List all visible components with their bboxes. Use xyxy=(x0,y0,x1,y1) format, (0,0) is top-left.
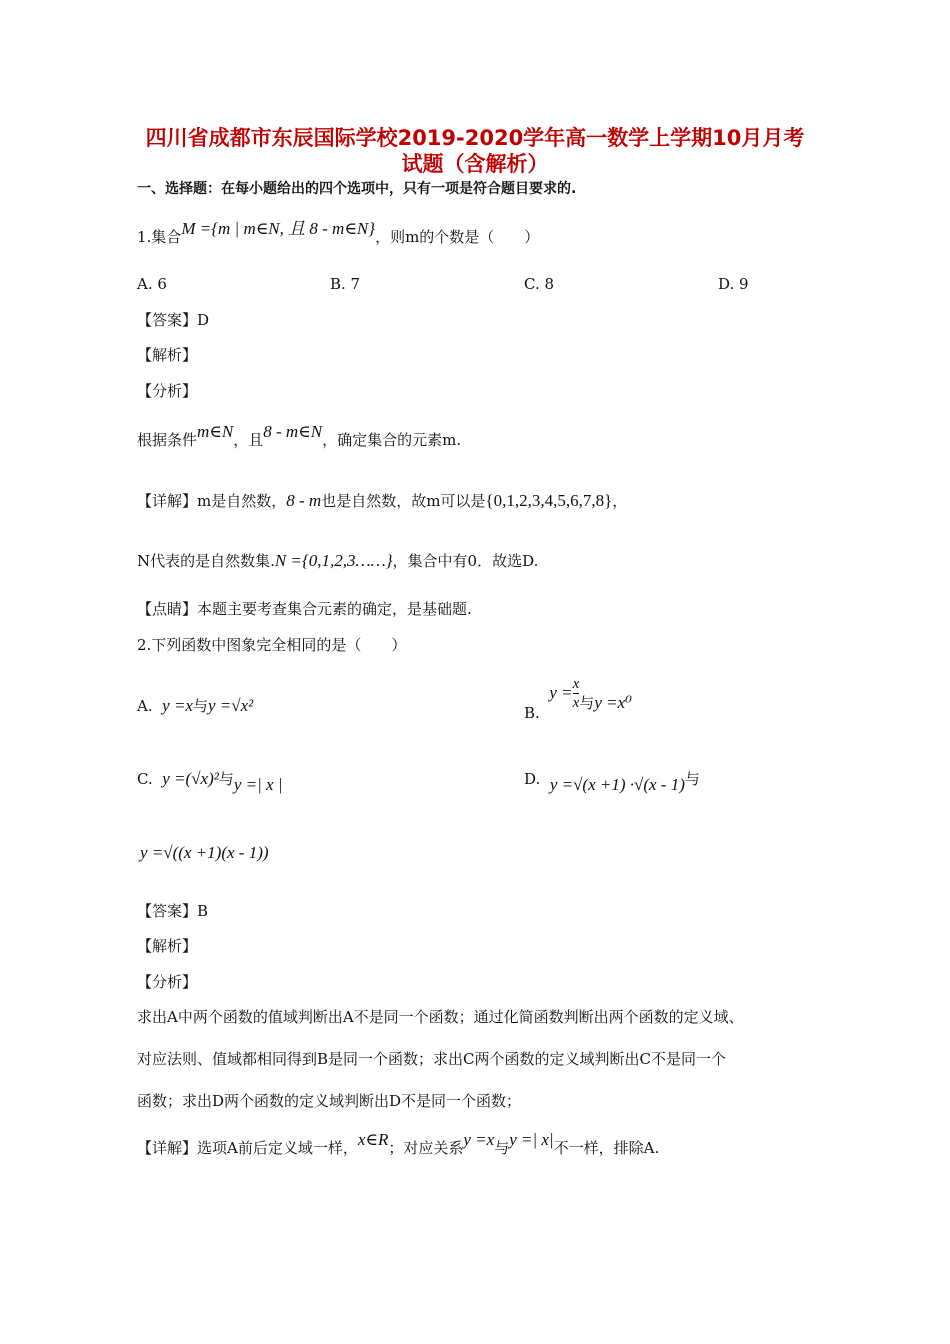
q1-option-c: C. 8 xyxy=(524,275,555,293)
q2-option-c-label: C. xyxy=(137,770,153,788)
q2-option-b-y: y = xyxy=(549,682,573,702)
q1-option-d: D. 9 xyxy=(718,275,749,293)
q2-option-d-expr1: y =√(x +1) ·√(x - 1) xyxy=(549,775,685,794)
q2-detail-and: 与 xyxy=(494,1139,510,1157)
q1-detail-set: {0,1,2,3,4,5,6,7,8} xyxy=(485,491,613,510)
q1-cond1: m∈N xyxy=(197,422,234,441)
q1-analysis-post: ，确定集合的元素m. xyxy=(322,431,462,449)
q2-option-c-and: 与 xyxy=(218,770,234,788)
q2-fenxi-line-2: 对应法则、值域都相同得到B是同一个函数；求出C两个函数的定义域判断出C不是同一个 xyxy=(137,1050,726,1068)
q2-option-b-and: 与 xyxy=(579,693,595,712)
q1-cond2: 8 - m∈N xyxy=(263,422,323,441)
q2-option-d-label: D. xyxy=(524,770,541,788)
q1-analysis-label: 【解析】 xyxy=(137,346,198,364)
q1-fenxi-label: 【分析】 xyxy=(137,382,198,400)
q2-detail-end: 不一样，排除A. xyxy=(553,1139,660,1157)
q2-fenxi-line-1: 求出A中两个函数的值域判断出A不是同一个函数；通过化简函数判断出两个函数的定义域、 xyxy=(137,1008,744,1026)
q2-option-b-label: B. xyxy=(524,703,540,722)
q1-detail-end: ， xyxy=(612,492,628,510)
q2-option-d-second xyxy=(140,842,269,864)
q2-option-d-and: 与 xyxy=(684,770,700,788)
q2-detail-expr3: y =| x| xyxy=(509,1130,554,1149)
q1-suffix: ，则m的个数是（ ） xyxy=(375,228,540,246)
q2-option-c xyxy=(137,768,283,794)
q1-analysis-pre: 根据条件 xyxy=(137,431,198,449)
q1-n-suffix: ，集合中有0．故选D. xyxy=(392,552,539,570)
q2-answer: 【答案】B xyxy=(137,902,209,920)
q2-option-a-expr2: y =√x² xyxy=(207,696,254,715)
q2-fenxi-label: 【分析】 xyxy=(137,973,198,991)
q2-option-a-expr1: y =x xyxy=(162,696,193,715)
q2-detail-prefix: 【详解】选项A前后定义域一样， xyxy=(137,1139,358,1157)
q1-stem xyxy=(137,219,540,248)
q2-detail-text xyxy=(137,1130,660,1159)
q2-detail-mid: ；对应关系 xyxy=(388,1139,464,1157)
q2-stem: 2.下列函数中图象完全相同的是（ ） xyxy=(137,636,407,654)
q1-comment: 【点睛】本题主要考查集合元素的确定，是基础题. xyxy=(137,600,472,618)
q2-option-a-label: A. xyxy=(137,697,153,715)
section-heading: 一、选择题：在每小题给出的四个选项中，只有一项是符合题目要求的. xyxy=(137,181,577,197)
q2-option-b-denominator: x xyxy=(572,695,580,711)
q2-detail-expr1: x∈R xyxy=(357,1130,389,1149)
q1-analysis-mid: ，且 xyxy=(233,431,264,449)
title-line-1: 四川省成都市东辰国际学校2019-2020学年高一数学上学期10月月考 xyxy=(145,126,805,150)
title-line-2: 试题（含解析） xyxy=(401,152,549,176)
q2-option-c-expr1: y =(√x)² xyxy=(162,769,219,788)
q2-option-d-expr2: y =√((x +1)(x - 1)) xyxy=(140,843,269,862)
q1-set-expr: M ={m | m∈N, 且 8 - m∈N} xyxy=(181,219,376,238)
q1-detail-mid: 也是自然数，故m可以是 xyxy=(321,492,486,510)
q1-detail-expr: 8 - m xyxy=(286,491,322,510)
q1-option-a: A. 6 xyxy=(137,275,167,293)
q1-n-prefix: N代表的是自然数集. xyxy=(137,552,275,570)
q2-option-a xyxy=(137,695,253,717)
q2-fenxi-line-3: 函数；求出D两个函数的定义域判断出D不是同一个函数； xyxy=(137,1092,522,1110)
q2-option-b-numerator: x xyxy=(572,676,580,692)
q2-option-c-expr2: y =| x | xyxy=(233,775,283,794)
q1-option-b: B. 7 xyxy=(330,275,361,293)
q1-n-line xyxy=(137,550,538,572)
q1-n-set: N ={0,1,2,3……} xyxy=(274,551,393,570)
q2-detail-expr2: y =x xyxy=(463,1130,495,1149)
q2-option-b xyxy=(524,675,632,722)
q1-detail-text xyxy=(137,490,627,512)
q2-option-a-and: 与 xyxy=(192,697,208,715)
q1-analysis-text xyxy=(137,422,462,451)
q2-analysis-label: 【解析】 xyxy=(137,937,198,955)
q1-answer: 【答案】D xyxy=(137,311,210,329)
q2-option-d xyxy=(524,768,700,794)
q2-option-b-expr2: y =x⁰ xyxy=(594,692,632,712)
q1-detail-prefix: 【详解】m是自然数， xyxy=(137,492,287,510)
q1-prefix: 1.集合 xyxy=(137,228,182,246)
